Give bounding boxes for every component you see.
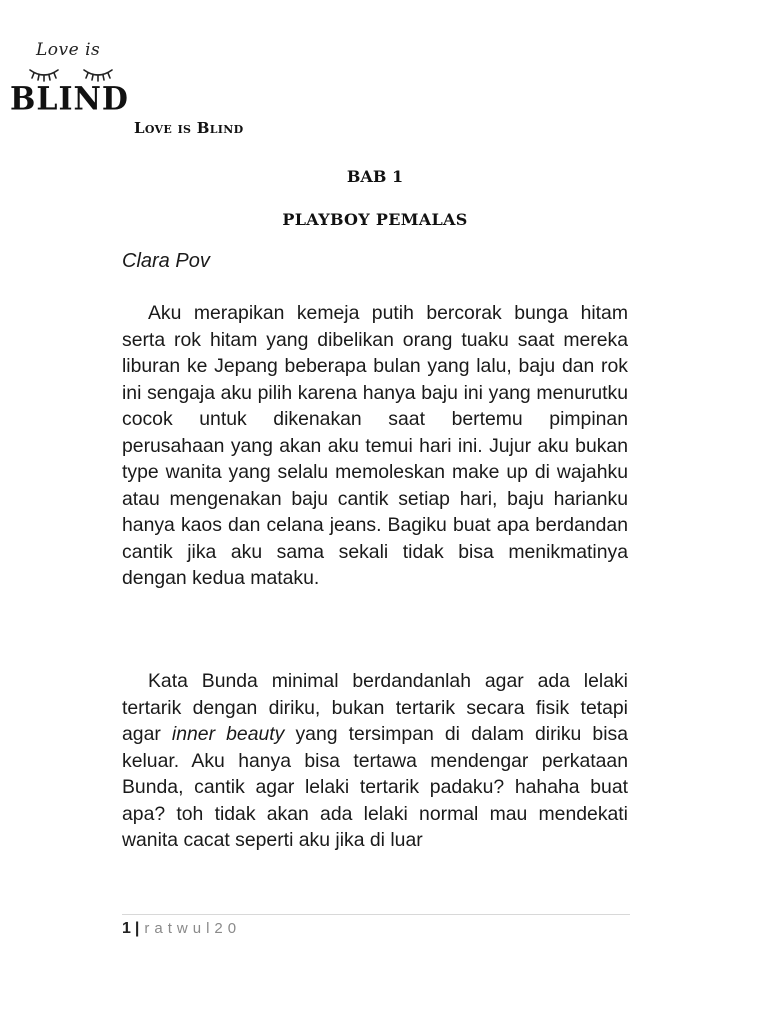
page-footer — [122, 920, 241, 938]
logo-word: BLIND — [10, 81, 129, 118]
paragraph-text: yang tersimpan di dalam diriku bisa keluar. Aku hanya bisa tertawa mendengar perkataan Bunda, cantik agar lelaki tertarik padaku? hahaha buat apa? toh tidak akan ada lelaki normal mau mendekati wanita cacat seperti aku jika di luar — [122, 723, 628, 851]
pov-label: Clara Pov — [122, 250, 210, 272]
chapter-title: PLAYBOY PEMALAS — [282, 210, 468, 229]
paragraph — [122, 668, 628, 884]
footer-separator: | — [134, 920, 140, 937]
author-name: ratwul20 — [144, 920, 242, 937]
chapter-number: BAB 1 — [346, 167, 404, 186]
italic-phrase: inner beauty — [171, 723, 285, 745]
paragraph-text: Kata Bunda minimal berdandanlah agar ada lelaki tertarik dengan diriku, bukan tertarik secara fisik tetapi agar — [122, 670, 628, 745]
paragraph: Aku merapikan kemeja putih bercorak bunga hitam serta rok hitam yang dibelikan orang tuaku saat mereka liburan ke Jepang beberapa bulan yang lalu, baju dan rok ini sengaja aku pilih karena hanya baju ini yang menurutku cocok untuk dikenakan saat bertemu pimpinan perusahaan yang akan aku temui hari ini. Jujur aku bukan type wanita yang selalu memoleskan make up di wajahku atau mengenakan baju cantik setiap hari, baju harianku hanya kaos dan celana jeans. Bagiku buat apa berdandan cantik jika aku sama sekali tidak bisa menikmatinya dengan kedua mataku. — [122, 302, 628, 589]
logo-script-text: Love is — [36, 40, 101, 60]
page-number: 1 — [122, 920, 131, 937]
series-title: Love is Blind — [134, 119, 244, 137]
book-logo — [10, 34, 130, 124]
footer-divider — [122, 914, 630, 915]
